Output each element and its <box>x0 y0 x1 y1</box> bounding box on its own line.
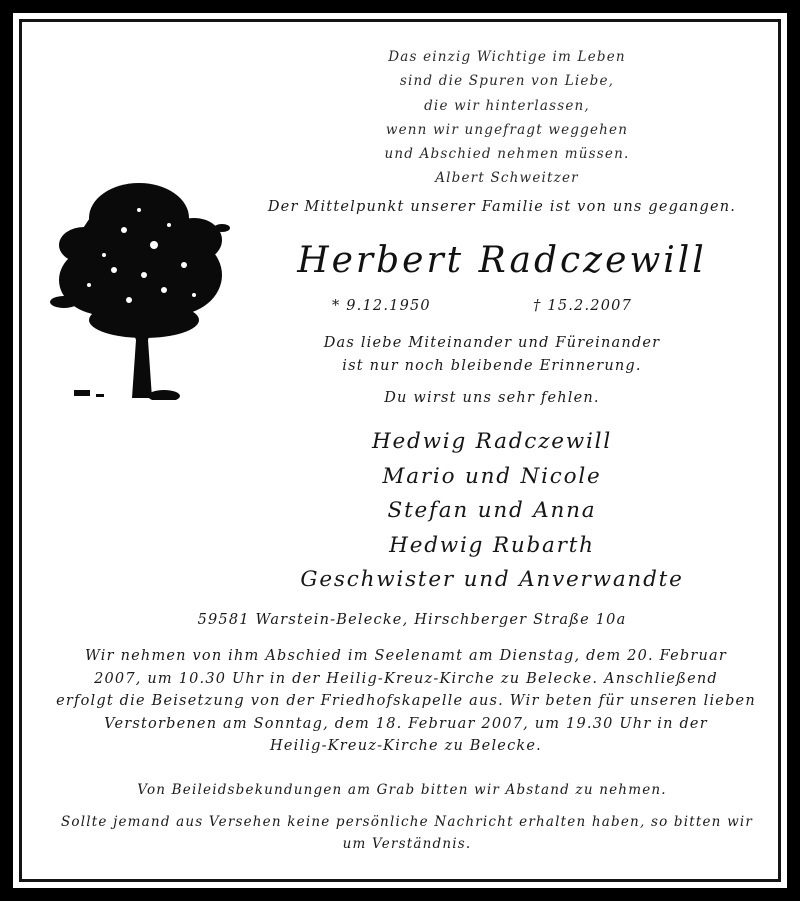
poem-line: die wir hinterlassen, <box>424 97 590 114</box>
condolence-note: Von Beileidsbekundungen am Grab bitten wir Abstand zu nehmen. <box>137 782 667 798</box>
service-details <box>36 645 776 758</box>
poem-line: Das einzig Wichtige im Leben <box>388 49 626 65</box>
together-text <box>272 332 712 378</box>
poem-quote <box>322 45 692 191</box>
address: 59581 Warstein-Belecke, Hirschberger Straße 10a <box>197 612 627 628</box>
poem-line: und Abschied nehmen müssen. <box>384 146 630 163</box>
poem-line: wenn wir ungefragt weggehen <box>385 121 629 138</box>
family-member: Geschwister und Anverwandte <box>300 567 684 592</box>
service-line: Wir nehmen von ihm Abschied im Seelenamt am Dienstag, dem 20. Februar <box>84 648 728 664</box>
notification-note <box>42 811 772 855</box>
family-member: Mario und Nicole <box>382 463 602 489</box>
service-line: erfolgt die Beisetzung von der Friedhofskapelle aus. Wir beten für unseren lieben <box>56 693 756 709</box>
together-line: Das liebe Miteinander und Füreinander <box>323 335 661 351</box>
notice-line: um Verständnis. <box>342 836 472 852</box>
family-list <box>272 425 712 598</box>
service-line: Verstorbenen am Sonntag, dem 18. Februar 2007, um 19.30 Uhr in der <box>104 715 708 732</box>
service-line: 2007, um 10.30 Uhr in der Heilig-Kreuz-Kirche zu Belecke. Anschließend <box>94 670 718 687</box>
obituary-frame <box>13 13 787 888</box>
obituary-card <box>19 19 781 882</box>
notice-line: Sollte jemand aus Versehen keine persönliche Nachricht erhalten haben, so bitten wir <box>60 814 753 830</box>
birth-date: * 9.12.1950 <box>332 298 431 314</box>
family-member: Stefan und Anna <box>387 498 597 523</box>
life-dates <box>312 298 652 314</box>
miss-line: Du wirst uns sehr fehlen. <box>384 390 600 406</box>
death-date: † 15.2.2007 <box>533 298 632 314</box>
together-line: ist nur noch bleibende Erinnerung. <box>342 358 642 374</box>
intro-line: Der Mittelpunkt unserer Familie ist von uns gegangen. <box>267 199 737 215</box>
poem-author: Albert Schweitzer <box>435 170 579 187</box>
service-line: Heilig-Kreuz-Kirche zu Belecke. <box>270 738 542 754</box>
family-member: Hedwig Rubarth <box>389 532 595 558</box>
family-member: Hedwig Radczewill <box>371 429 613 454</box>
deceased-name: Herbert Radczewill <box>297 240 707 281</box>
tree-silhouette-icon <box>44 170 234 400</box>
poem-line: sind die Spuren von Liebe, <box>399 73 615 90</box>
